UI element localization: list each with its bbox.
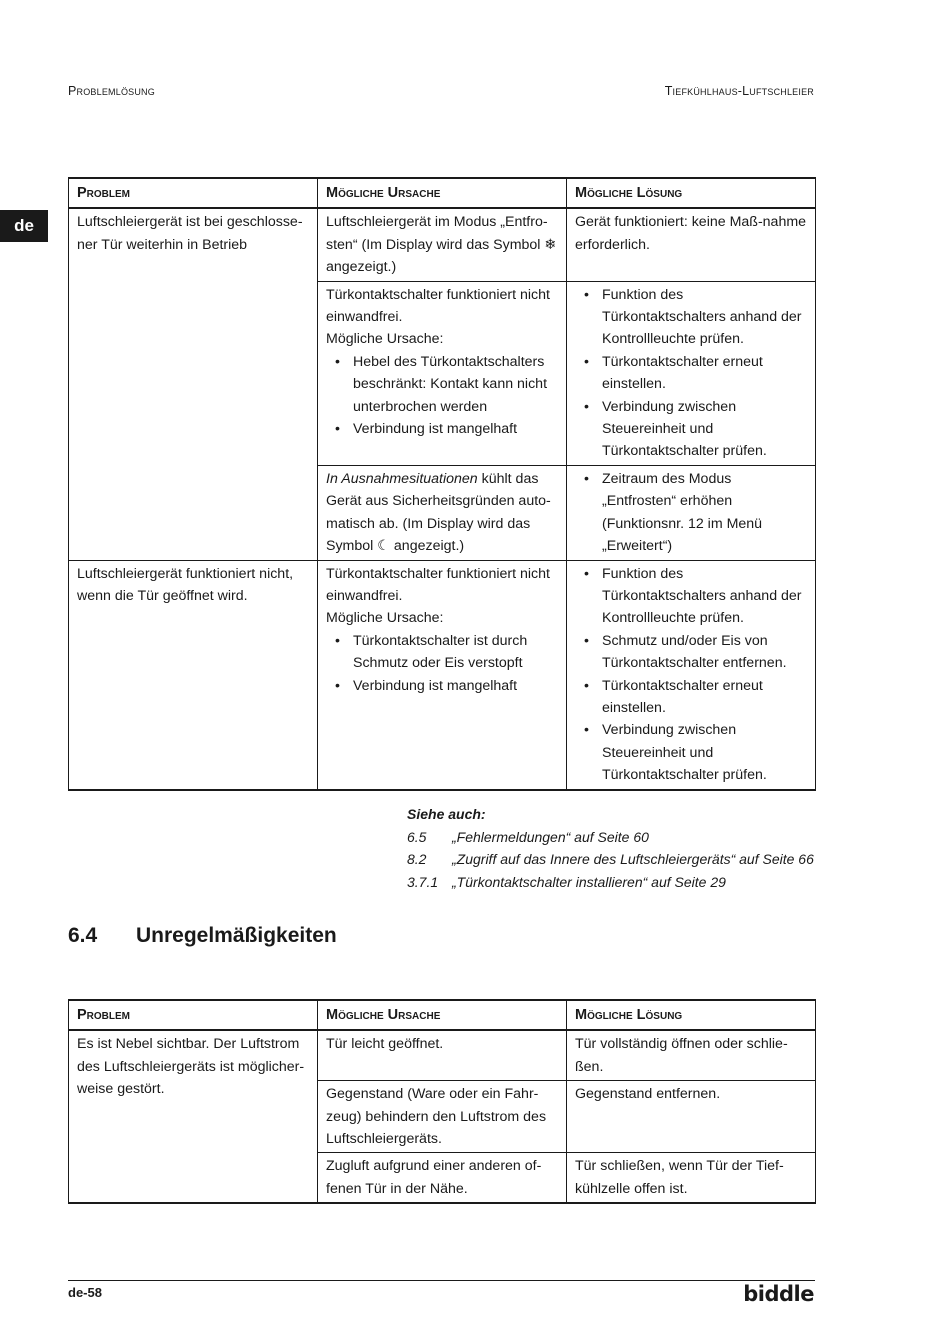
see-also-block (407, 803, 814, 893)
page-number: de-58 (68, 1285, 102, 1300)
solution-cell (567, 465, 816, 560)
solution-list (575, 563, 807, 787)
reference-text: „Türkontaktschalter installieren“ auf Seite 29 (452, 873, 726, 890)
problem-cell: Luftschleiergerät funktioniert nicht, wenn die Tür geöffnet wird. (69, 560, 318, 790)
cross-reference-link[interactable] (407, 826, 814, 849)
see-also-label: Siehe auch: (407, 806, 486, 822)
list-item: • Hebel des Türkontaktschalters beschränkt: Kontakt kann nicht unterbrochen werden (326, 351, 558, 418)
list-item: • Verbindung ist mangelhaft (326, 675, 558, 697)
section-heading (68, 924, 337, 948)
running-header-left: Problemlösung (68, 84, 155, 98)
solution-list (575, 284, 807, 463)
solution-list (575, 468, 807, 558)
cross-reference-link[interactable] (407, 848, 814, 871)
cause-cell: Gegenstand (Ware oder ein Fahr-zeug) behindern den Luftstrom des Luftschleiergeräts. (318, 1081, 567, 1153)
cause-text: Mögliche Ursache: (326, 610, 444, 627)
table-row (69, 560, 816, 790)
reference-text: „Fehlermeldungen“ auf Seite 60 (452, 828, 649, 845)
solution-cell (567, 560, 816, 790)
column-header-solution: Mögliche Lösung (567, 1000, 816, 1030)
list-item: • Funktion des Türkontaktschalters anhand der Kontrollleuchte prüfen. (575, 563, 807, 630)
solution-cell: Gerät funktioniert: keine Maß-nahme erforderlich. (567, 208, 816, 281)
cause-cell (318, 465, 567, 560)
solution-cell: Tür vollständig öffnen oder schlie-ßen. (567, 1030, 816, 1080)
list-item: • Funktion des Türkontaktschalters anhand der Kontrollleuchte prüfen. (575, 284, 807, 351)
list-item: • Zeitraum des Modus „Entfrosten“ erhöhen (Funktionsnr. 12 im Menü „Erweitert“) (575, 468, 807, 558)
cause-text: kühlt das Gerät aus Sicherheitsgründen auto-matisch ab. (Im Display wird das Symbol ☾ angezeigt.) (326, 470, 551, 555)
reference-number: 8.2 (407, 851, 427, 868)
column-header-problem: Problem (69, 178, 318, 208)
list-item: • Verbindung zwischen Steuereinheit und Türkontaktschalter prüfen. (575, 719, 807, 786)
list-item: • Türkontaktschalter erneut einstellen. (575, 351, 807, 396)
cause-list (326, 351, 558, 441)
cause-cell: Tür leicht geöffnet. (318, 1030, 567, 1080)
column-header-cause: Mögliche Ursache (318, 178, 567, 208)
list-item: • Türkontaktschalter ist durch Schmutz oder Eis verstopft (326, 630, 558, 675)
reference-number: 3.7.1 (407, 873, 439, 890)
problem-cell: Es ist Nebel sichtbar. Der Luftstrom des Luftschleiergeräts ist möglicher-weise gestört. (69, 1030, 318, 1203)
reference-text: „Zugriff auf das Innere des Luftschleiergeräts“ auf Seite 66 (452, 851, 814, 868)
brand-logo: biddle (743, 1282, 814, 1306)
cause-cell (318, 281, 567, 465)
emphasis-text: In Ausnahmesituationen (326, 470, 478, 487)
cause-text: Türkontaktschalter funktioniert nicht einwandfrei. (326, 565, 550, 604)
cause-text: Mögliche Ursache: (326, 331, 444, 348)
list-item: • Verbindung zwischen Steuereinheit und Türkontaktschalter prüfen. (575, 396, 807, 463)
section-title: Unregelmäßigkeiten (136, 924, 337, 947)
problem-cell: Luftschleiergerät ist bei geschlosse-ner Tür weiterhin in Betrieb (69, 208, 318, 560)
cause-cell: Luftschleiergerät im Modus „Entfro-sten“ (Im Display wird das Symbol ❄ angezeigt.) (318, 208, 567, 281)
list-item: • Schmutz und/oder Eis von Türkontaktschalter entfernen. (575, 630, 807, 675)
section-number: 6.4 (68, 924, 98, 947)
running-header-right: Tiefkühlhaus-Luftschleier (664, 84, 814, 98)
cause-list (326, 630, 558, 697)
troubleshooting-table (68, 177, 816, 791)
solution-cell: Gegenstand entfernen. (567, 1081, 816, 1153)
footer-divider (68, 1280, 815, 1281)
reference-number: 6.5 (407, 828, 427, 845)
table-row (69, 1030, 816, 1080)
column-header-cause: Mögliche Ursache (318, 1000, 567, 1030)
solution-cell: Tür schließen, wenn Tür der Tief-kühlzelle offen ist. (567, 1153, 816, 1203)
solution-cell (567, 281, 816, 465)
irregularities-table (68, 999, 816, 1204)
cross-reference-link[interactable] (407, 871, 814, 894)
cause-cell (318, 560, 567, 790)
cause-cell: Zugluft aufgrund einer anderen of-fenen Tür in der Nähe. (318, 1153, 567, 1203)
column-header-problem: Problem (69, 1000, 318, 1030)
list-item: • Verbindung ist mangelhaft (326, 418, 558, 440)
table-row (69, 208, 816, 281)
language-tab: de (0, 210, 48, 242)
list-item: • Türkontaktschalter erneut einstellen. (575, 675, 807, 720)
column-header-solution: Mögliche Lösung (567, 178, 816, 208)
cause-text: Türkontaktschalter funktioniert nicht einwandfrei. (326, 286, 550, 326)
